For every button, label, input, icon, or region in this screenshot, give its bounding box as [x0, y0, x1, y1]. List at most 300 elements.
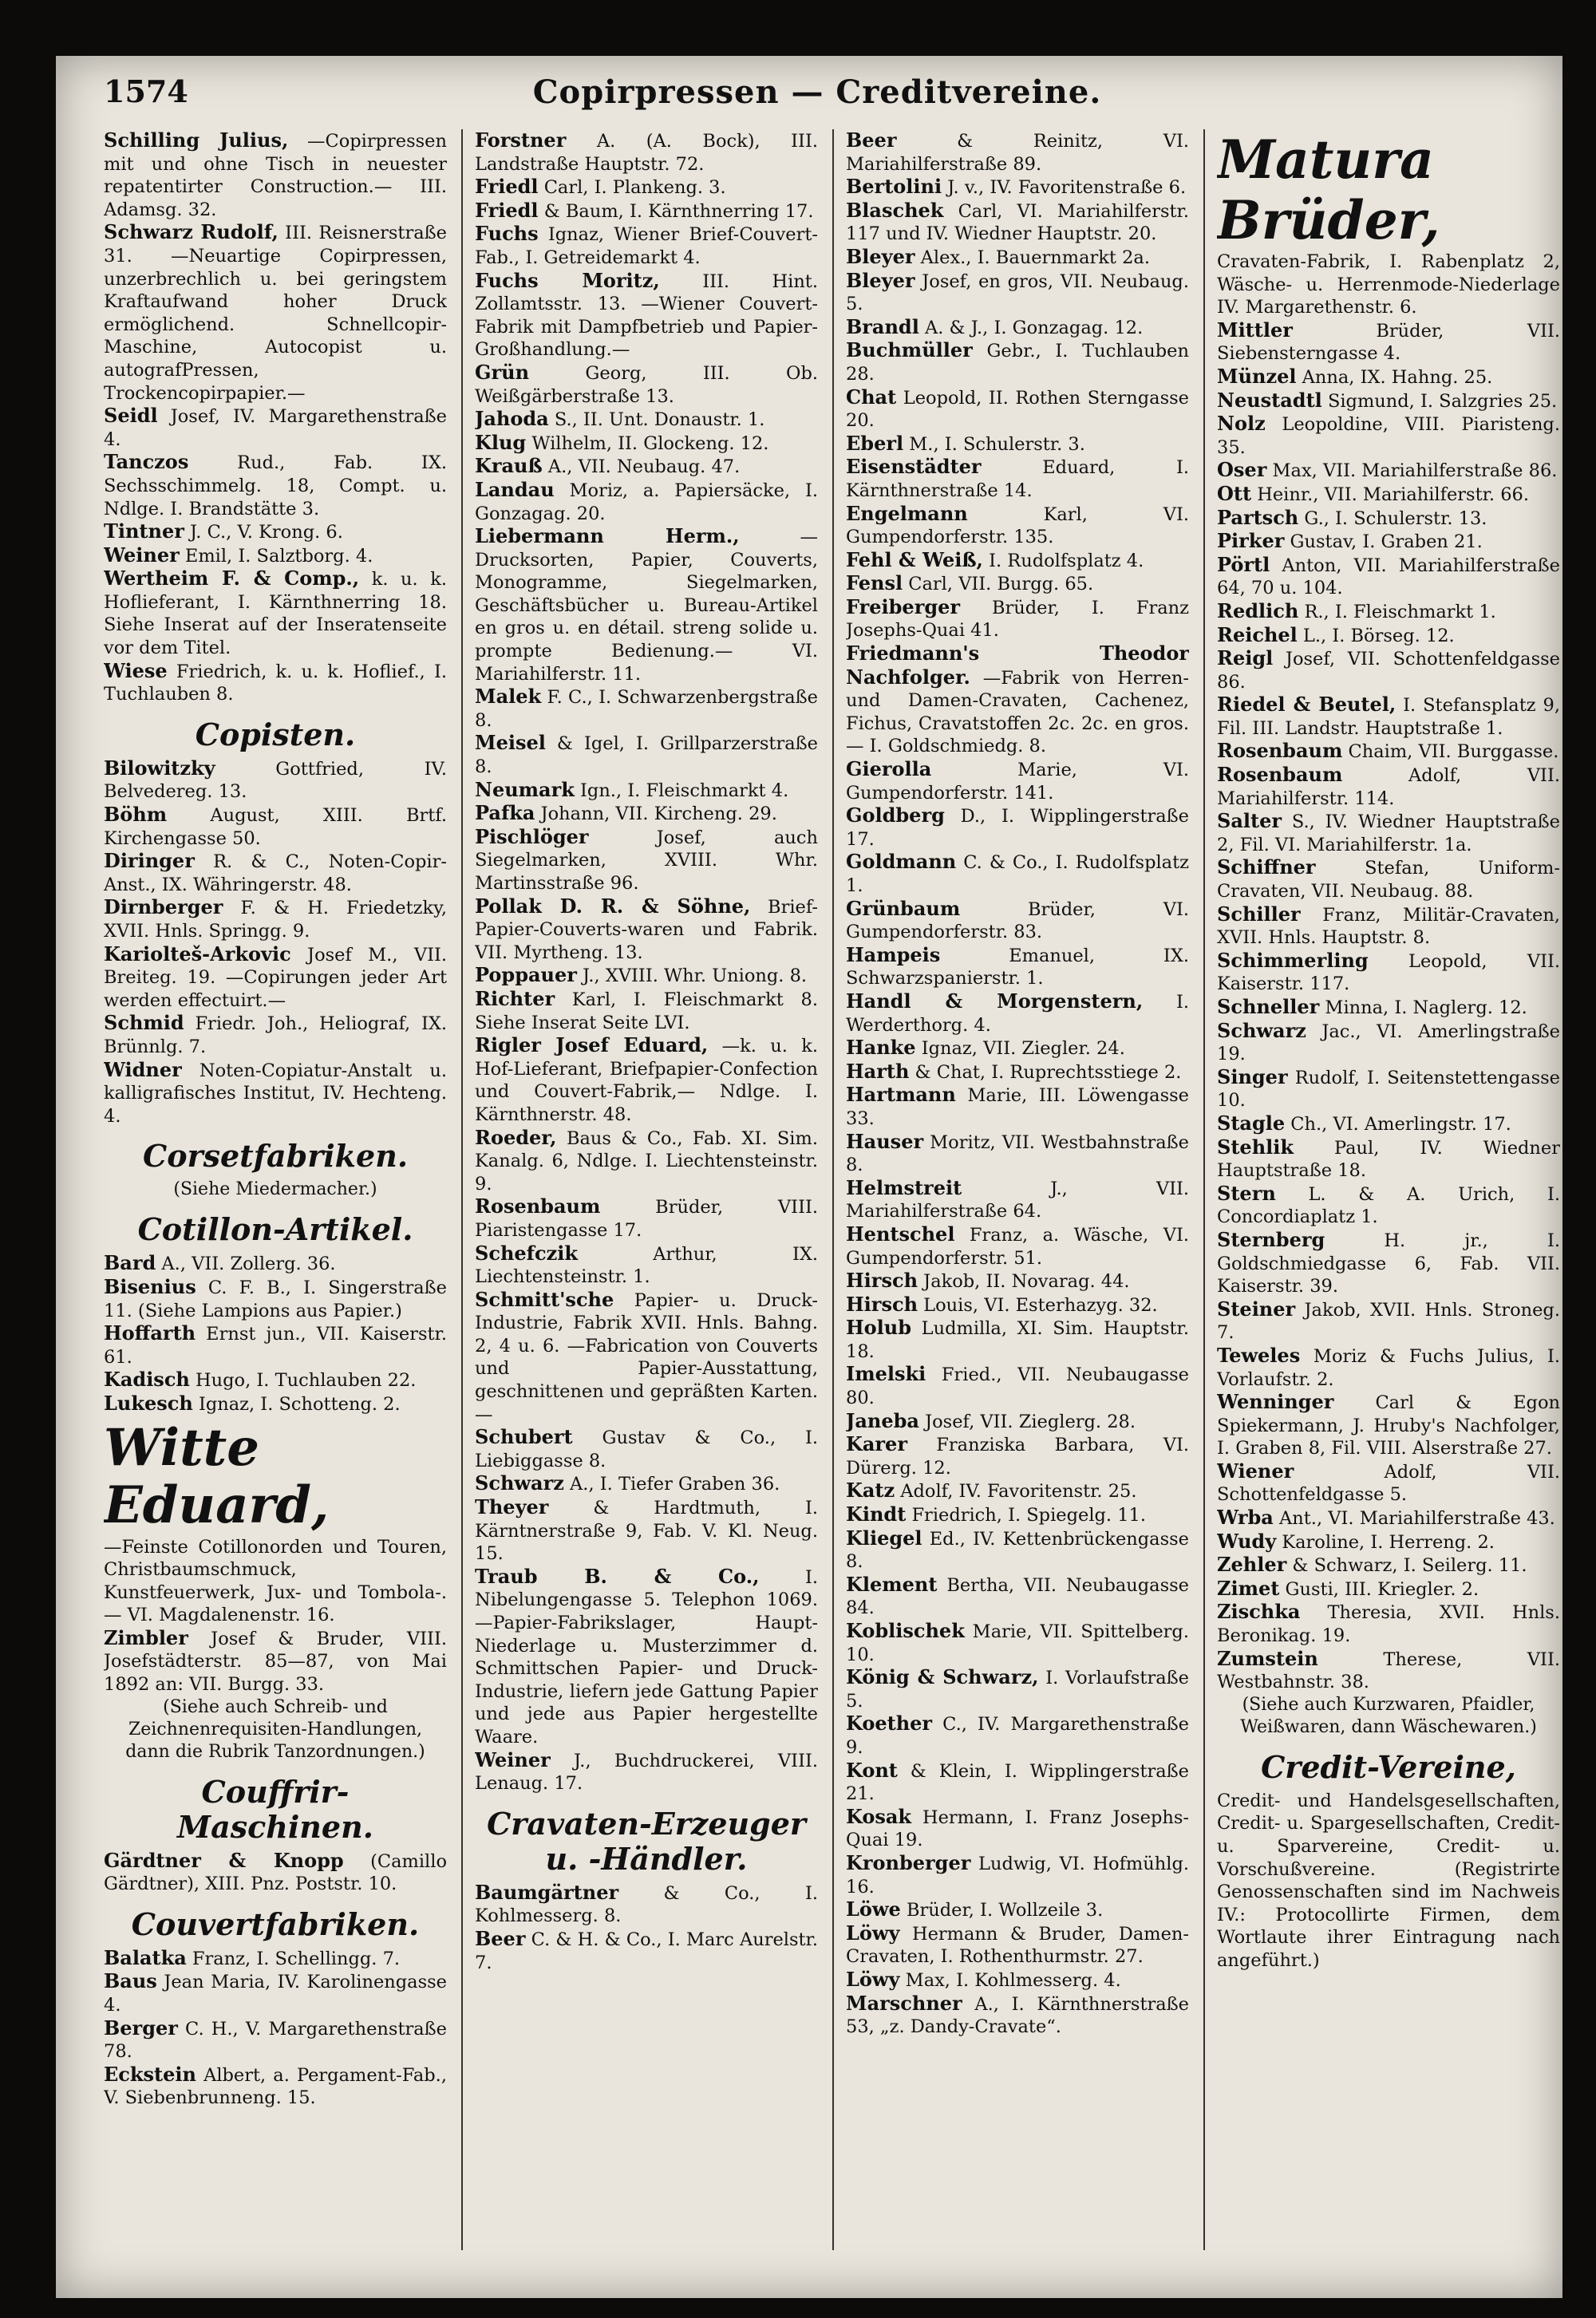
directory-entry	[846, 1969, 1189, 1992]
directory-entry	[846, 1084, 1189, 1130]
entry-text: Moriz, a. Papiersäcke, I. Gonzagag. 20.	[475, 480, 818, 524]
directory-entry	[104, 1322, 447, 1368]
directory-entry	[1217, 810, 1560, 856]
entry-name: Stagle	[1217, 1111, 1286, 1135]
entry-text: C. & Co., I. Rudolfsplatz 1.	[846, 852, 1189, 896]
directory-entry	[104, 544, 447, 568]
entry-name: Richter	[475, 986, 555, 1010]
entry-text: Georg, III. Ob. Weißgärberstraße 13.	[475, 362, 818, 407]
entry-name: Sternberg	[1217, 1227, 1325, 1251]
entry-text: Josef M., VII. Breiteg. 19. —Copirungen jeder Art werden effectuirt.—	[104, 944, 447, 1011]
directory-entry	[475, 732, 818, 778]
directory-entry	[104, 1970, 447, 2016]
entry-text: G., I. Schulerstr. 13.	[1298, 507, 1487, 529]
entry-name: Eisenstädter	[846, 455, 982, 479]
entry-text: A., I. Tiefer Graben 36.	[563, 1474, 780, 1495]
directory-entry	[846, 1712, 1189, 1759]
directory-entry	[475, 685, 818, 732]
entry-text: Ernst jun., VII. Kaiserstr. 61.	[104, 1324, 447, 1368]
directory-entry	[1217, 1507, 1560, 1530]
directory-entry	[1217, 319, 1560, 365]
entry-text: Josef, en gros, VII. Neubaug. 5.	[846, 270, 1189, 315]
directory-entry	[846, 339, 1189, 385]
entry-name: Hanke	[846, 1036, 916, 1060]
entry-name: Malek	[475, 685, 542, 709]
entry-text: I. Nibelungengasse 5. Telephon 1069. —Papier-Fabrikslager, Haupt-Niederlage u. Musterzimmer d. Schmittschen Papier- und Druck-Industrie, liefern jede Gattung Papier und jede aus Papier hergestellte Waare.	[475, 1566, 818, 1747]
directory-entry	[1217, 1020, 1560, 1066]
entry-name: Hirsch	[846, 1292, 918, 1316]
entry-text: Baus & Co., Fab. XI. Sim. Kanalg. 6, Ndlge. I. Liechtensteinstr. 9.	[475, 1127, 818, 1195]
directory-entry	[846, 129, 1189, 176]
entry-name: Wertheim F. & Comp.,	[104, 567, 360, 590]
entry-text: Fried., VII. Neubaugasse 80.	[846, 1364, 1189, 1409]
directory-entry	[104, 520, 447, 544]
directory-entry	[846, 1479, 1189, 1503]
directory-entry	[475, 361, 818, 408]
entry-text: Brüder, I. Franz Josephs-Quai 41.	[846, 597, 1189, 642]
directory-entry	[1217, 483, 1560, 507]
directory-entry	[846, 1574, 1189, 1620]
entry-text: Chaim, VII. Burggasse.	[1342, 741, 1559, 763]
page-header	[104, 73, 1531, 121]
entry-name: Gärdtner & Knopp	[104, 1848, 344, 1872]
directory-entry	[1217, 740, 1560, 764]
entry-text: Max, VII. Mariahilferstraße 86.	[1266, 460, 1558, 482]
entry-name: Traub B. & Co.,	[475, 1564, 760, 1588]
entry-text: Josef, VII. Zieglerg. 28.	[918, 1411, 1136, 1432]
entry-name: Schiller	[1217, 902, 1301, 926]
entry-name: Bleyer	[846, 244, 915, 268]
entry-text: Brief-Papier-Couverts-waren und Fabrik. VII. Myrtheng. 13.	[475, 896, 818, 963]
entry-text: Adolf, VII. Mariahilferstr. 114.	[1217, 765, 1560, 809]
directory-entry	[475, 199, 818, 223]
entry-name: Friedmann's Theodor Nachfolger.	[846, 642, 1189, 689]
directory-entry	[475, 1928, 818, 1974]
entry-name: Goldmann	[846, 850, 957, 874]
entry-name: Rosenbaum	[1217, 763, 1343, 787]
directory-entry	[475, 1127, 818, 1196]
entry-name: Löwy	[846, 1967, 900, 1991]
cross-reference-note: (Siehe auch Schreib- und Zeichnenrequisiten-Handlungen, dann die Rubrik Tanzordnungen.)	[125, 1696, 425, 1762]
entry-name: Theyer	[475, 1495, 549, 1519]
entry-name: Koblischek	[846, 1619, 965, 1642]
entry-name: Bleyer	[846, 268, 915, 292]
directory-entry	[475, 988, 818, 1034]
entry-name: Bisenius	[104, 1274, 196, 1298]
entry-name: Grünbaum	[846, 896, 961, 920]
entry-text: A. & J., I. Gonzagag. 12.	[918, 317, 1144, 338]
directory-entry	[846, 596, 1189, 642]
entry-name: Widner	[104, 1057, 182, 1081]
entry-text: Minna, I. Naglerg. 12.	[1319, 997, 1527, 1018]
entry-name: Baumgärtner	[475, 1880, 619, 1904]
entry-name: Jahoda	[475, 407, 549, 431]
entry-text: J., VII. Mariahilferstraße 64.	[846, 1178, 1189, 1222]
entry-name: Forstner	[475, 129, 567, 152]
entry-text: A., I. Kärnthnerstraße 53, „z. Dandy-Cravate“.	[846, 1993, 1189, 2038]
directory-entry	[475, 802, 818, 826]
entry-text: —Drucksorten, Papier, Couverts, Monogramme, Siegelmarken, Geschäftsbücher u. Bureau-Artikel en gros u. en détail. streng solide u. prompte Bedienung.— VI. Mariahilferstr. 11.	[475, 527, 818, 685]
entry-text: Therese, VII. Westbahnstr. 38.	[1217, 1649, 1560, 1693]
entry-name: Diringer	[104, 849, 195, 873]
entry-text: L., I. Börseg. 12.	[1297, 625, 1455, 646]
entry-name: Holub	[846, 1316, 912, 1340]
entry-name: Oser	[1217, 458, 1267, 482]
entry-text: Karl, VI. Gumpendorferstr. 135.	[846, 503, 1189, 548]
entry-text: Noten-Copiatur-Anstalt u. kalligrafisches Institut, IV. Hechteng. 4.	[104, 1060, 447, 1127]
directory-entry	[475, 1242, 818, 1289]
entry-name: Freiberger	[846, 594, 961, 618]
entry-text: & Reinitz, VI. Mariahilferstraße 89.	[846, 131, 1189, 175]
directory-entry	[1217, 1298, 1560, 1345]
entry-text: Theresia, XVII. Hnls. Beronikag. 19.	[1217, 1602, 1560, 1647]
entry-name: Schwarz Rudolf,	[104, 220, 279, 244]
directory-entry	[846, 944, 1189, 990]
entry-text: Ign., I. Fleischmarkt 4.	[574, 780, 789, 801]
directory-entry	[475, 1289, 818, 1427]
directory-entry	[846, 386, 1189, 432]
entry-name: Friedl	[475, 198, 539, 222]
entry-name: Rosenbaum	[475, 1195, 601, 1218]
entry-text: J. v., IV. Favoritenstraße 6.	[942, 177, 1187, 199]
entry-name: Zimbler	[104, 1625, 188, 1649]
entry-text: August, XIII. Brtf. Kirchengasse 50.	[104, 805, 447, 849]
directory-entry	[846, 1433, 1189, 1479]
entry-text: Ant., VI. Mariahilferstraße 43.	[1273, 1508, 1555, 1530]
directory-entry	[846, 1620, 1189, 1666]
entry-text: S., II. Unt. Donaustr. 1.	[548, 409, 765, 431]
entry-name: Fuchs	[475, 222, 539, 246]
entry-name: Kliegel	[846, 1526, 922, 1550]
directory-entry	[475, 1195, 818, 1242]
directory-entry	[846, 1503, 1189, 1527]
directory-entry	[475, 895, 818, 965]
entry-name: Harth	[846, 1059, 910, 1083]
directory-entry	[846, 1037, 1189, 1060]
directory-entry	[475, 223, 818, 269]
directory-entry	[1217, 389, 1560, 413]
directory-entry	[475, 1749, 818, 1795]
directory-entry	[475, 826, 818, 895]
directory-entry	[846, 176, 1189, 199]
entry-name: Schiffner	[1217, 855, 1316, 879]
directory-entry	[1217, 530, 1560, 554]
directory-entry	[846, 456, 1189, 502]
directory-entry	[1217, 554, 1560, 600]
directory-entry	[104, 1392, 447, 1416]
entry-text: I. Stefansplatz 9, Fil. III. Landstr. Hauptstraße 1.	[1217, 695, 1560, 739]
directory-entry	[846, 316, 1189, 340]
entry-text: A., VII. Neubaug. 47.	[542, 456, 741, 478]
directory-entry	[1217, 1345, 1560, 1391]
entry-name: Hirsch	[846, 1269, 918, 1293]
entry-text: —Feinste Cotillonorden und Touren, Christbaumschmuck, Kunstfeuerwerk, Jux- und Tombola-. — VI. Magdalenenstr. 16.	[104, 1536, 447, 1626]
entry-text: Jakob, II. Novarag. 44.	[918, 1271, 1130, 1293]
entry-name: Löwy	[846, 1921, 900, 1945]
directory-entry	[846, 1317, 1189, 1363]
entry-name: Stern	[1217, 1181, 1276, 1205]
entry-name: Weiner	[104, 543, 180, 567]
entry-text: Leopoldine, VIII. Piaristeng. 35.	[1217, 414, 1560, 458]
entry-text: L. & A. Urich, I. Concordiaplatz 1.	[1217, 1183, 1560, 1228]
entry-text: & Co., I. Kohlmesserg. 8.	[475, 1882, 818, 1927]
entry-text: Ludwig, VI. Hofmühlg. 16.	[846, 1853, 1189, 1897]
directory-entry	[475, 1566, 818, 1749]
entry-text: Brüder, VIII. Piaristengasse 17.	[475, 1197, 818, 1241]
entry-name: Wiese	[104, 658, 168, 682]
directory-entry	[1217, 1112, 1560, 1136]
entry-text: Josef, VII. Schottenfeldgasse 86.	[1217, 649, 1560, 693]
entry-text: Anton, VII. Mariahilferstraße 64, 70 u. 104.	[1217, 555, 1560, 599]
entry-name: Imelski	[846, 1362, 926, 1386]
directory-entry	[104, 1947, 447, 1971]
entry-name: Schneller	[1217, 995, 1320, 1018]
advert-heading: Witte Eduard,	[104, 1417, 330, 1535]
entry-text: Albert, a. Pergament-Fab., V. Siebenbrunneng. 15.	[104, 2064, 447, 2109]
entry-text: Emanuel, IX. Schwarzspanierstr. 1.	[846, 945, 1189, 989]
directory-entry	[846, 549, 1189, 573]
entry-text: C. & H. & Co., I. Marc Aurelstr. 7.	[475, 1929, 818, 1973]
entry-name: Redlich	[1217, 598, 1299, 622]
entry-name: Poppauer	[475, 963, 577, 987]
entry-name: Singer	[1217, 1064, 1288, 1088]
entry-name: Karer	[846, 1432, 907, 1456]
entry-name: Zumstein	[1217, 1646, 1318, 1670]
entry-name: Rigler Josef Eduard,	[475, 1033, 709, 1057]
directory-entry	[846, 1806, 1189, 1852]
entry-text: Hermann & Bruder, Damen-Cravaten, I. Rothenthurmstr. 27.	[846, 1923, 1189, 1968]
entry-text: Gustav, I. Graben 21.	[1284, 531, 1483, 553]
directory-entry	[104, 1059, 447, 1128]
entry-text: J., XVIII. Whr. Uniong. 8.	[576, 966, 808, 987]
directory-entry	[1217, 413, 1560, 459]
entry-name: Löwe	[846, 1897, 901, 1921]
cross-reference-note: (Siehe Miedermacher.)	[173, 1179, 377, 1200]
section-heading: Credit-Vereine,	[1261, 1748, 1516, 1785]
entry-text: Ed., IV. Kettenbrückengasse 8.	[846, 1528, 1189, 1573]
entry-name: Reichel	[1217, 622, 1298, 646]
entry-text: Ch., VI. Amerlingstr. 17.	[1285, 1113, 1511, 1135]
entry-name: Bilowitzky	[104, 756, 215, 780]
entry-name: Schefczik	[475, 1241, 578, 1265]
entry-text: Ignaz, Wiener Brief-Couvert-Fab., I. Getreidemarkt 4.	[475, 224, 818, 268]
directory-entry	[475, 1426, 818, 1472]
entry-text: Carl, VI. Mariahilferstr. 117 und IV. Wiedner Hauptstr. 20.	[846, 200, 1189, 245]
directory-entry	[104, 804, 447, 850]
entry-text: Franz, I. Schellingg. 7.	[186, 1948, 401, 1969]
cross-reference-note: (Siehe auch Kurzwaren, Pfaidler, Weißwaren, dann Wäschewaren.)	[1240, 1694, 1537, 1737]
entry-text: Gusti, III. Kriegler. 2.	[1279, 1578, 1479, 1600]
entry-name: Wudy	[1217, 1529, 1277, 1553]
entry-text: M., I. Schulerstr. 3.	[903, 433, 1085, 455]
directory-entry	[1217, 600, 1560, 624]
entry-text: Marie, III. Löwengasse 33.	[846, 1085, 1189, 1129]
directory-entry	[1217, 950, 1560, 996]
entry-name: Neumark	[475, 777, 575, 801]
entry-name: Kindt	[846, 1503, 907, 1526]
entry-text: Jac., VI. Amerlingstraße 19.	[1217, 1021, 1560, 1065]
entry-name: Schwarz	[475, 1471, 564, 1495]
entry-name: Kronberger	[846, 1850, 971, 1874]
directory-entry	[475, 408, 818, 432]
directory-entry	[1217, 1229, 1560, 1298]
entry-text: Rudolf, I. Seitenstettengasse 10.	[1217, 1067, 1560, 1112]
entry-name: Fuchs Moritz,	[475, 268, 660, 292]
entry-text: Ignaz, VII. Ziegler. 24.	[915, 1038, 1125, 1060]
entry-name: Beer	[846, 129, 897, 152]
entry-text: H. jr., I. Goldschmiedgasse 6, Fab. VII. Kaiserstr. 39.	[1217, 1230, 1560, 1297]
entry-name: Nolz	[1217, 412, 1266, 436]
entry-name: Hartmann	[846, 1083, 956, 1107]
entry-text: Cravaten-Fabrik, I. Rabenplatz 2, Wäsche- u. Herrenmode-Niederlage IV. Margarethenstr. 6.	[1217, 251, 1560, 318]
entry-text: Brüder, VII. Siebensterngasse 4.	[1217, 320, 1560, 365]
directory-entry	[846, 432, 1189, 456]
directory-entry	[1217, 996, 1560, 1020]
section-heading: Copisten.	[195, 716, 356, 752]
entry-text: F. & H. Friedetzky, XVII. Hnls. Springg. 9.	[104, 898, 447, 942]
directory-entry	[1217, 1460, 1560, 1507]
directory-entry	[1217, 647, 1560, 693]
entry-text: R., I. Fleischmarkt 1.	[1298, 601, 1496, 622]
section-heading: Couvertfabriken.	[131, 1905, 420, 1942]
entry-text: Brüder, I. Wollzeile 3.	[900, 1900, 1104, 1921]
directory-entry	[104, 567, 447, 659]
directory-entry	[475, 1882, 818, 1928]
directory-entry	[1217, 459, 1560, 483]
entry-name: Schmid	[104, 1011, 184, 1035]
entry-text: F. C., I. Schwarzenbergstraße 8.	[475, 687, 818, 731]
directory-entry	[846, 1177, 1189, 1223]
entry-name: Meisel	[475, 731, 546, 755]
entry-name: Fehl & Weiß,	[846, 547, 983, 571]
directory-entry	[846, 1223, 1189, 1270]
directory-page	[56, 56, 1562, 2298]
entry-name: Marschner	[846, 1991, 962, 2015]
entry-name: Landau	[475, 477, 555, 501]
entry-text: Hermann, I. Franz Josephs-Quai 19.	[846, 1807, 1189, 1851]
entry-text: III. Hint. Zollamtsstr. 13. —Wiener Couvert-Fabrik mit Dampfbetrieb und Papier-Großhandlung.—	[475, 270, 818, 361]
entry-text: Josef, IV. Margarethenstraße 4.	[104, 406, 447, 450]
directory-entry	[475, 1472, 818, 1496]
directory-entry	[104, 850, 447, 896]
directory-entry	[1217, 693, 1560, 740]
entry-text: Eduard, I. Kärnthnerstraße 14.	[846, 457, 1189, 501]
entry-text: Ignaz, I. Schotteng. 2.	[192, 1393, 401, 1415]
entry-text: Heinr., VII. Mariahilferstr. 66.	[1251, 484, 1529, 505]
directory-entry	[846, 503, 1189, 549]
entry-text: Ludmilla, XI. Sim. Hauptstr. 18.	[846, 1318, 1189, 1362]
entry-text: Friedrich, I. Spiegelg. 11.	[906, 1505, 1147, 1526]
entry-text: Moriz & Fuchs Julius, I. Vorlaufstr. 2.	[1217, 1345, 1560, 1390]
entry-name: Bard	[104, 1251, 156, 1275]
directory-entry	[846, 851, 1189, 897]
entry-name: Tintner	[104, 519, 184, 543]
entry-name: Goldberg	[846, 804, 945, 827]
directory-entry	[475, 479, 818, 525]
directory-entry	[846, 1666, 1189, 1712]
entry-text: Josef, auch Siegelmarken, XVIII. Whr. Martinsstraße 96.	[475, 827, 818, 894]
entry-text: Adolf, VII. Schottenfeldgasse 5.	[1217, 1461, 1560, 1506]
directory-entry	[475, 1496, 818, 1566]
entry-text: I. Rudolfsplatz 4.	[982, 550, 1144, 571]
entry-name: Fensl	[846, 571, 903, 595]
entry-name: Klement	[846, 1572, 938, 1596]
entry-text: (Camillo Gärdtner), XIII. Pnz. Poststr. 10.	[104, 1850, 447, 1895]
directory-entry	[846, 199, 1189, 246]
directory-entry	[1217, 1790, 1560, 1972]
entry-text: Carl, VII. Burgg. 65.	[903, 574, 1094, 595]
entry-text: Paul, IV. Wiedner Hauptstraße 18.	[1217, 1137, 1560, 1182]
entry-name: Pollak D. R. & Söhne,	[475, 894, 751, 918]
entry-text: Gebr., I. Tuchlauben 28.	[846, 341, 1189, 385]
entry-text: & Schwarz, I. Seilerg. 11.	[1286, 1555, 1527, 1577]
entry-text: Stefan, Uniform-Cravaten, VII. Neubaug. 88.	[1217, 858, 1560, 902]
entry-text: —k. u. k. Hof-Lieferant, Briefpapier-Confection und Couvert-Fabrik,— Ndlge. I. Kärnthnerstr. 48.	[475, 1036, 818, 1125]
directory-entry	[104, 1627, 447, 1696]
entry-text: Franz, a. Wäsche, VI. Gumpendorferstr. 51.	[846, 1224, 1189, 1269]
directory-entry	[104, 221, 447, 405]
directory-entry	[1217, 365, 1560, 389]
entry-text: Karoline, I. Herreng. 2.	[1276, 1531, 1495, 1553]
entry-text: k. u. k. Hoflieferant, I. Kärnthnerring 18. Siehe Inserat auf der Inseratenseite vor dem Titel.	[104, 569, 447, 659]
entry-text: Leopold, II. Rothen Sterngasse 20.	[846, 387, 1189, 432]
entry-name: Krauß	[475, 454, 543, 478]
entry-text: A. (A. Bock), III. Landstraße Hauptstr. 72.	[475, 131, 818, 175]
columns-container	[104, 129, 1560, 2250]
directory-entry	[104, 1536, 447, 1627]
directory-entry	[846, 804, 1189, 851]
entry-text: Papier- u. Druck-Industrie, Fabrik XVII. Hnls. Bahng. 2, 4 u. 6. —Fabrication von Couverts und Papier-Ausstattung, geschnittenen und gepräßten Karten.—	[475, 1289, 818, 1425]
entry-name: Neustadtl	[1217, 388, 1322, 412]
section-heading: Couffrir-Maschinen.	[177, 1773, 373, 1845]
page-number: 1574	[104, 73, 188, 109]
directory-entry	[846, 1363, 1189, 1409]
entry-text: Arthur, IX. Liechtensteinstr. 1.	[475, 1243, 818, 1288]
entry-text: Friedr. Joh., Heliograf, IX. Brünnlg. 7.	[104, 1013, 447, 1057]
directory-entry	[104, 1368, 447, 1392]
entry-name: Zischka	[1217, 1600, 1301, 1624]
directory-entry	[1217, 1066, 1560, 1112]
directory-entry	[475, 129, 818, 176]
entry-name: Katz	[846, 1479, 895, 1503]
entry-name: Eberl	[846, 431, 904, 455]
directory-entry	[846, 1759, 1189, 1806]
entry-name: Friedl	[475, 175, 539, 199]
entry-text: Credit- und Handelsgesellschaften, Credit- u. Spargesellschaften, Credit- u. Sparvereine, Credit- u. Vorschußvereine. (Registrirte Genossenschaften sind im Nachweis IV.: Protocollirte Firmen, dem Wortlaute ihrer Eintragung nach angeführt.)	[1217, 1790, 1560, 1971]
entry-name: Pörtl	[1217, 552, 1270, 576]
directory-entry	[475, 432, 818, 456]
directory-entry	[846, 270, 1189, 316]
directory-entry	[846, 1992, 1189, 2039]
entry-name: Dirnberger	[104, 895, 223, 919]
entry-name: Schwarz	[1217, 1018, 1306, 1042]
entry-name: Zehler	[1217, 1553, 1287, 1577]
entry-name: Kadisch	[104, 1368, 190, 1392]
entry-text: Jean Maria, IV. Karolinengasse 4.	[104, 1972, 447, 2016]
directory-entry	[104, 660, 447, 706]
entry-name: Beer	[475, 1926, 526, 1950]
entry-name: Salter	[1217, 809, 1282, 833]
entry-text: Josef & Bruder, VIII. Josefstädterstr. 85—87, von Mai 1892 an: VII. Burgg. 33.	[104, 1628, 447, 1696]
directory-entry	[1217, 1391, 1560, 1460]
directory-entry	[846, 642, 1189, 758]
entry-name: Stehlik	[1217, 1135, 1294, 1159]
entry-name: Gierolla	[846, 757, 932, 781]
section-heading: Cotillon-Artikel.	[137, 1211, 413, 1248]
entry-text: & Hardtmuth, I. Kärntnerstraße 9, Fab. V. Kl. Neug. 15.	[475, 1498, 818, 1565]
directory-entry	[104, 896, 447, 942]
directory-entry	[1217, 1578, 1560, 1601]
